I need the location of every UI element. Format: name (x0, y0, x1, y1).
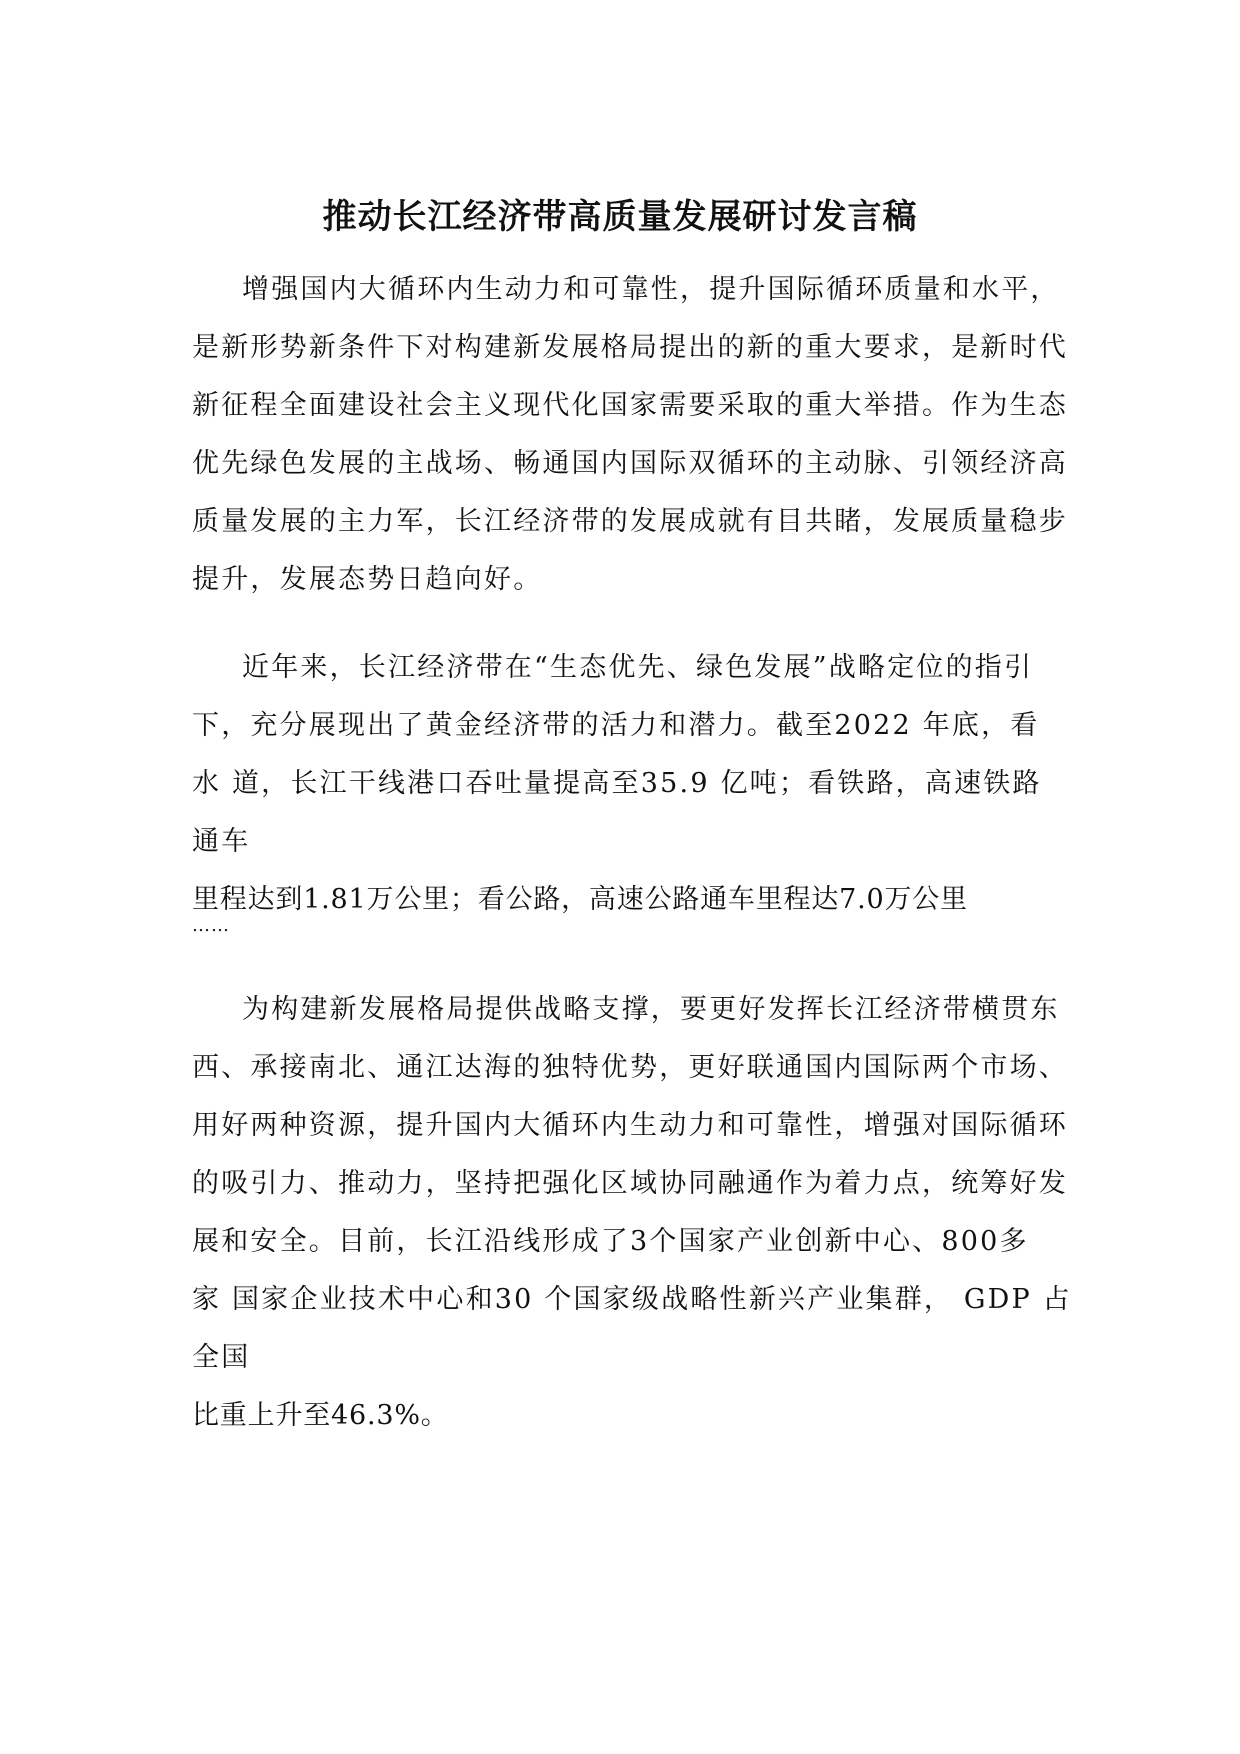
paragraph-3-line-8: 比重上升至46.3%。 (192, 1400, 449, 1431)
paragraph-2-line-3: 水 道，长江干线港口吞吐量提高至35.9 亿吨；看铁路，高速铁路 (192, 768, 1042, 799)
paragraph-3-line-4: 的吸引力、推动力，坚持把强化区域协同融通作为着力点，统筹好发 (192, 1168, 1068, 1199)
paragraph-1-line-4: 优先绿色发展的主战场、畅通国内国际双循环的主动脉、引领经济高 (192, 448, 1068, 479)
paragraph-1-line-2: 是新形势新条件下对构建新发展格局提出的新的重大要求，是新时代 (192, 332, 1068, 363)
paragraph-2-line-2: 下，充分展现出了黄金经济带的活力和潜力。截至2022 年底，看 (192, 710, 1040, 741)
paragraph-2-line-1: 近年来，长江经济带在“生态优先、绿色发展”战略定位的指引 (242, 652, 1034, 683)
document-title: 推动长江经济带高质量发展研讨发言稿 (322, 197, 918, 237)
paragraph-1-line-3: 新征程全面建设社会主义现代化国家需要采取的重大举措。作为生态 (192, 390, 1068, 421)
paragraph-3-line-1: 为构建新发展格局提供战略支撑，要更好发挥长江经济带横贯东 (242, 994, 1060, 1025)
paragraph-2-line-4: 通车 (192, 826, 251, 857)
paragraph-3-line-7: 全国 (192, 1342, 251, 1373)
paragraph-3-line-6: 家 国家企业技术中心和30 个国家级战略性新兴产业集群， GDP 占 (192, 1284, 1072, 1315)
paragraph-3-line-3: 用好两种资源，提升国内大循环内生动力和可靠性，增强对国际循环 (192, 1110, 1068, 1141)
paragraph-3-line-2: 西、承接南北、通江达海的独特优势，更好联通国内国际两个市场、 (192, 1052, 1068, 1083)
paragraph-3-line-5: 展和安全。目前，长江沿线形成了3个国家产业创新中心、800多 (192, 1226, 1029, 1257)
paragraph-1-line-1: 增强国内大循环内生动力和可靠性，提升国际循环质量和水平， (242, 274, 1060, 305)
paragraph-2-line-5: 里程达到1.81万公里；看公路，高速公路通车里程达7.0万公里 (192, 884, 968, 915)
paragraph-1-line-6: 提升，发展态势日趋向好。 (192, 564, 543, 595)
ellipsis-text: …… (192, 915, 230, 936)
paragraph-1-line-5: 质量发展的主力军，长江经济带的发展成就有目共睹，发展质量稳步 (192, 506, 1068, 537)
